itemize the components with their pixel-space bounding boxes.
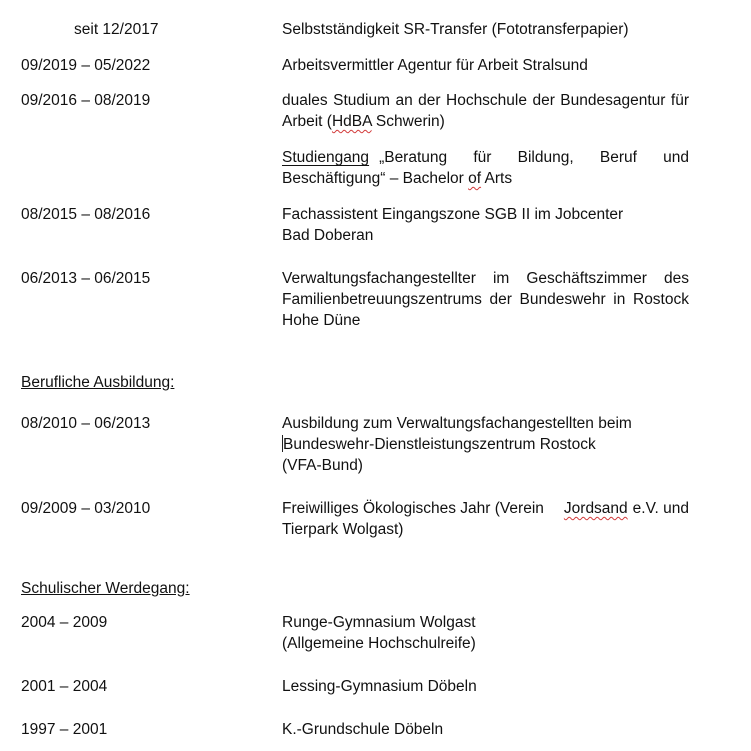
entry-date: 2001 – 2004 (21, 678, 108, 695)
text-segment: Arts (481, 170, 513, 187)
entry-line (282, 498, 689, 519)
text-segment: e.V. und (632, 500, 689, 517)
entry-line: duales Studium an der Hochschule der Bundesagentur für (282, 92, 689, 109)
spellcheck-word[interactable]: Jordsand (563, 500, 628, 517)
spellcheck-word[interactable]: Studiengang (282, 149, 370, 166)
entry-description (282, 612, 689, 654)
entry-date: seit 12/2017 (74, 21, 159, 38)
entry-description (282, 268, 689, 331)
text-segment: Freiwilliges Ökologisches Jahr (Verein (282, 500, 544, 517)
entry-line: (Allgemeine Hochschulreife) (282, 635, 476, 652)
entry-line: Runge-Gymnasium Wolgast (282, 614, 476, 631)
entry-date: 09/2019 – 05/2022 (21, 57, 151, 74)
entry-description (282, 19, 689, 40)
entry-date: 08/2010 – 06/2013 (21, 415, 151, 432)
entry-line: Ausbildung zum Verwaltungsfachangestellten beim (282, 415, 632, 432)
text-segment: Beschäftigung“ – Bachelor (282, 170, 469, 187)
text-segment: Arbeit ( (282, 113, 332, 130)
entry-description (282, 413, 689, 476)
entry-line: Arbeitsvermittler Agentur für Arbeit Stralsund (282, 57, 588, 74)
section-heading-school: Schulischer Werdegang: (21, 580, 190, 597)
entry-line: Familienbetreuungszentrums der Bundeswehr in Rostock (282, 291, 689, 308)
entry-description (282, 90, 689, 132)
section-heading-training: Berufliche Ausbildung: (21, 374, 175, 391)
entry-line: Hohe Düne (282, 312, 361, 329)
text-segment: „Beratung für Bildung, Beruf und (379, 149, 689, 166)
entry-line: Selbstständigkeit SR-Transfer (Fototransferpapier) (282, 21, 629, 38)
entry-line (282, 434, 689, 455)
entry-date: 1997 – 2001 (21, 721, 108, 738)
entry-description (282, 498, 689, 540)
entry-line: Fachassistent Eingangszone SGB II im Jobcenter (282, 206, 624, 223)
entry-line: Bad Doberan (282, 227, 374, 244)
entry-line (282, 168, 689, 189)
entry-description (282, 147, 689, 189)
text-segment: Schwerin) (371, 113, 445, 130)
entry-line (282, 111, 689, 132)
entry-line (282, 147, 689, 168)
entry-line: Verwaltungsfachangestellter im Geschäftszimmer des (282, 270, 689, 287)
entry-description (282, 55, 689, 76)
entry-line: Lessing-Gymnasium Döbeln (282, 678, 477, 695)
entry-description (282, 204, 689, 246)
entry-description (282, 719, 689, 740)
spellcheck-word[interactable]: of (468, 170, 482, 187)
entry-date: 09/2016 – 08/2019 (21, 92, 151, 109)
entry-date: 2004 – 2009 (21, 614, 108, 631)
entry-line: K.-Grundschule Döbeln (282, 721, 444, 738)
entry-description (282, 676, 689, 697)
entry-line: (VFA-Bund) (282, 457, 363, 474)
spellcheck-word[interactable]: HdBA (331, 113, 372, 130)
text-segment: Bundeswehr-Dienstleistungszentrum Rostock (283, 436, 596, 453)
entry-date: 06/2013 – 06/2015 (21, 270, 151, 287)
entry-date: 09/2009 – 03/2010 (21, 500, 151, 517)
entry-line: Tierpark Wolgast) (282, 521, 404, 538)
entry-date: 08/2015 – 08/2016 (21, 206, 151, 223)
